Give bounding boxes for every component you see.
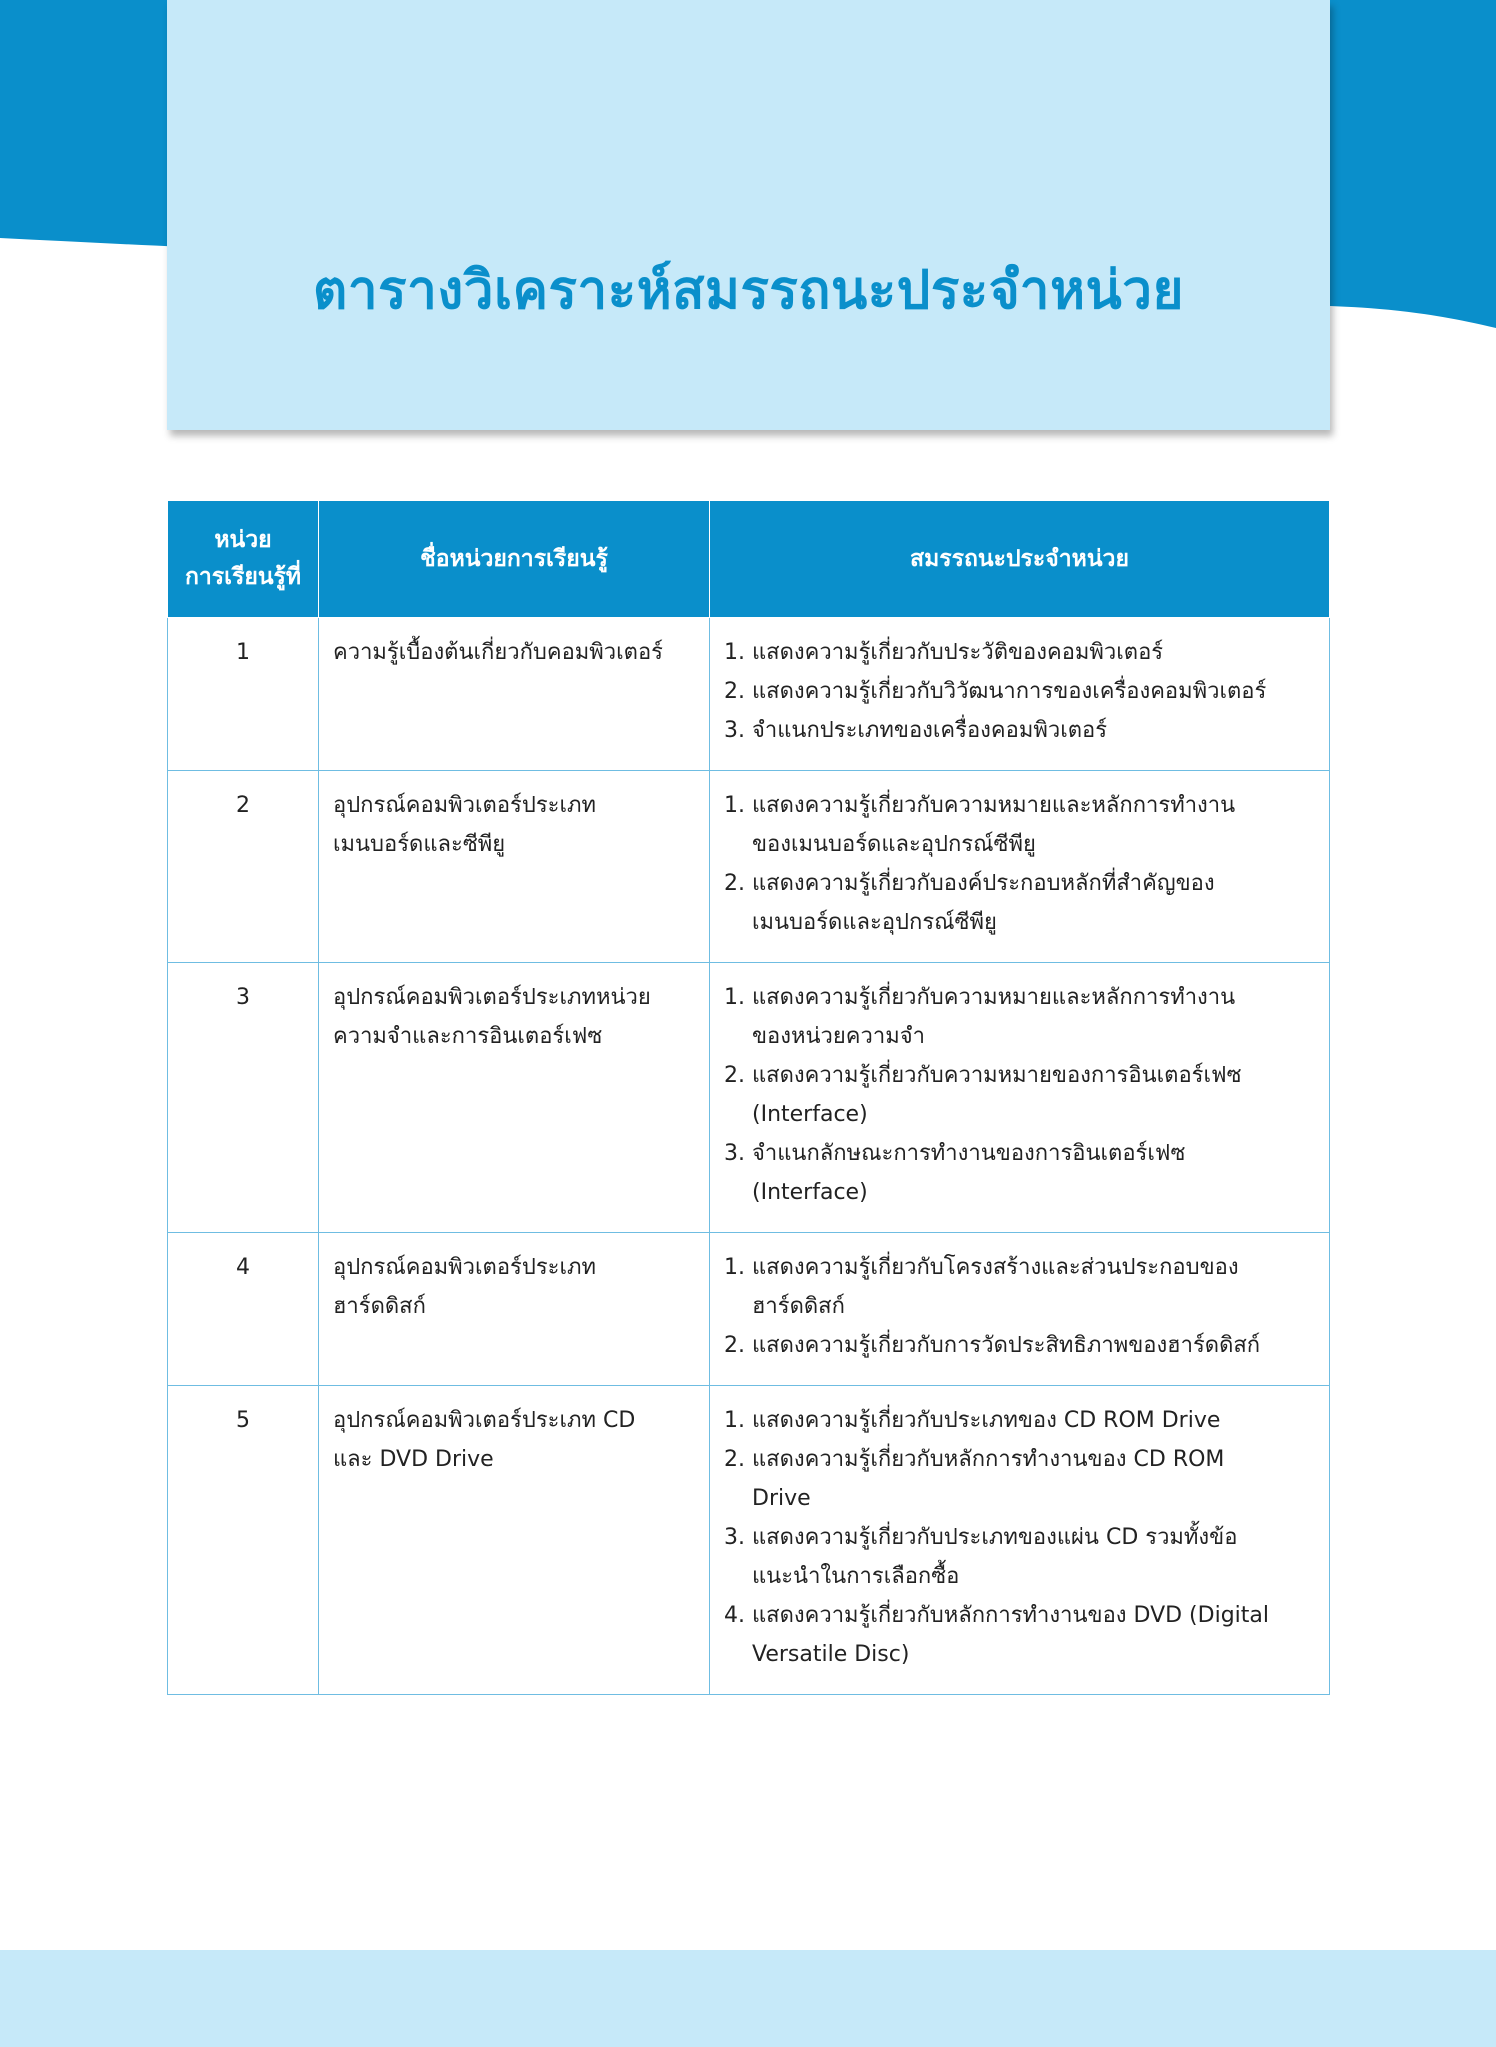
competency-number: 2. xyxy=(724,1063,745,1088)
competency-number: 3. xyxy=(724,1141,745,1166)
competency-item xyxy=(724,786,1317,864)
competency-text: แสดงความรู้เกี่ยวกับประเภทของ CD ROM Drive xyxy=(752,1408,1221,1433)
header-competency: สมรรถนะประจำหน่วย xyxy=(710,501,1330,618)
competency-number: 1. xyxy=(724,1255,745,1280)
competency-item xyxy=(724,864,1317,942)
unit-number-cell: 4 xyxy=(168,1233,319,1386)
competency-number: 2. xyxy=(724,1333,745,1358)
competency-number: 2. xyxy=(724,679,745,704)
competency-item xyxy=(724,1056,1317,1134)
competency-number: 1. xyxy=(724,1408,745,1433)
competency-cell xyxy=(710,963,1330,1233)
competency-list xyxy=(724,633,1317,750)
competency-text: แสดงความรู้เกี่ยวกับประเภทของแผ่น CD รวมทั้งข้อ แนะนำในการเลือกซื้อ xyxy=(752,1525,1238,1589)
competency-list xyxy=(724,786,1317,942)
header-unit-line2: การเรียนรู้ที่ xyxy=(184,564,302,590)
competency-number: 1. xyxy=(724,985,745,1010)
competency-text: จำแนกลักษณะการทำงานของการอินเตอร์เฟซ (Interface) xyxy=(752,1141,1186,1205)
title-card xyxy=(167,0,1330,430)
competency-item xyxy=(724,633,1317,672)
competency-item xyxy=(724,1248,1317,1326)
unit-name-cell: อุปกรณ์คอมพิวเตอร์ประเภทหน่วย ความจำและการอินเตอร์เฟซ xyxy=(319,963,710,1233)
competency-number: 1. xyxy=(724,793,745,818)
table-row xyxy=(168,771,1330,963)
competency-text: แสดงความรู้เกี่ยวกับองค์ประกอบหลักที่สำคัญของ เมนบอร์ดและอุปกรณ์ซีพียู xyxy=(752,871,1215,935)
page-title: ตารางวิเคราะห์สมรรถนะประจำหน่วย xyxy=(312,260,1185,321)
header-unit-number xyxy=(168,501,319,618)
unit-number-cell: 1 xyxy=(168,618,319,771)
competency-number: 4. xyxy=(724,1603,745,1628)
competency-table xyxy=(167,500,1330,1695)
competency-item xyxy=(724,1134,1317,1212)
unit-name-cell: อุปกรณ์คอมพิวเตอร์ประเภท ฮาร์ดดิสก์ xyxy=(319,1233,710,1386)
competency-text: แสดงความรู้เกี่ยวกับความหมายและหลักการทำงาน ของเมนบอร์ดและอุปกรณ์ซีพียู xyxy=(752,793,1236,857)
table-row xyxy=(168,1386,1330,1695)
unit-number-cell: 2 xyxy=(168,771,319,963)
unit-name-cell: อุปกรณ์คอมพิวเตอร์ประเภท เมนบอร์ดและซีพียู xyxy=(319,771,710,963)
competency-item xyxy=(724,711,1317,750)
competency-item xyxy=(724,1518,1317,1596)
competency-item xyxy=(724,1401,1317,1440)
competency-list xyxy=(724,1401,1317,1674)
competency-text: จำแนกประเภทของเครื่องคอมพิวเตอร์ xyxy=(752,718,1108,743)
competency-text: แสดงความรู้เกี่ยวกับประวัติของคอมพิวเตอร์ xyxy=(752,640,1164,665)
table-row xyxy=(168,1233,1330,1386)
competency-item xyxy=(724,1596,1317,1674)
competency-text: แสดงความรู้เกี่ยวกับการวัดประสิทธิภาพของฮาร์ดดิสก์ xyxy=(752,1333,1261,1358)
unit-number-cell: 5 xyxy=(168,1386,319,1695)
competency-item xyxy=(724,1326,1317,1365)
competency-text: แสดงความรู้เกี่ยวกับหลักการทำงานของ DVD (Digital Versatile Disc) xyxy=(752,1603,1269,1667)
competency-cell xyxy=(710,618,1330,771)
competency-text: แสดงความรู้เกี่ยวกับโครงสร้างและส่วนประกอบของ ฮาร์ดดิสก์ xyxy=(752,1255,1239,1319)
competency-text: แสดงความรู้เกี่ยวกับความหมายและหลักการทำงาน ของหน่วยความจำ xyxy=(752,985,1236,1049)
competency-table-container xyxy=(167,500,1329,1695)
competency-item xyxy=(724,1440,1317,1518)
competency-number: 3. xyxy=(724,718,745,743)
competency-cell xyxy=(710,1386,1330,1695)
competency-number: 2. xyxy=(724,871,745,896)
competency-number: 2. xyxy=(724,1447,745,1472)
unit-name-cell: อุปกรณ์คอมพิวเตอร์ประเภท CD และ DVD Drive xyxy=(319,1386,710,1695)
competency-text: แสดงความรู้เกี่ยวกับวิวัฒนาการของเครื่องคอมพิวเตอร์ xyxy=(752,679,1267,704)
competency-item xyxy=(724,978,1317,1056)
competency-item xyxy=(724,672,1317,711)
unit-name-cell: ความรู้เบื้องต้นเกี่ยวกับคอมพิวเตอร์ xyxy=(319,618,710,771)
unit-number-cell: 3 xyxy=(168,963,319,1233)
competency-number: 3. xyxy=(724,1525,745,1550)
header-unit-name: ชื่อหน่วยการเรียนรู้ xyxy=(319,501,710,618)
competency-text: แสดงความรู้เกี่ยวกับความหมายของการอินเตอร์เฟซ (Interface) xyxy=(752,1063,1242,1127)
footer-band xyxy=(0,1950,1496,2047)
competency-list xyxy=(724,978,1317,1212)
table-row xyxy=(168,618,1330,771)
competency-cell xyxy=(710,1233,1330,1386)
competency-list xyxy=(724,1248,1317,1365)
competency-number: 1. xyxy=(724,640,745,665)
header-unit-line1: หน่วย xyxy=(214,527,272,553)
competency-cell xyxy=(710,771,1330,963)
competency-text: แสดงความรู้เกี่ยวกับหลักการทำงานของ CD ROM Drive xyxy=(752,1447,1225,1511)
table-header-row xyxy=(168,501,1330,618)
table-row xyxy=(168,963,1330,1233)
